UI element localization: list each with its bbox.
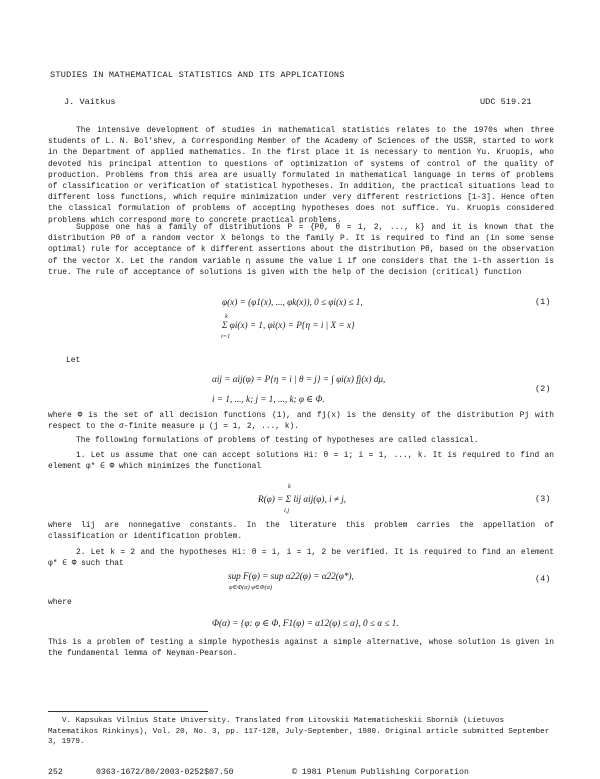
where-text: where: [48, 598, 72, 607]
paragraph-problem-2: 2. Let k = 2 and the hypotheses Hi: θ = i, i = 1, 2 be verified. It is required to find an element φ* ∈ Φ such that: [48, 548, 554, 569]
author: J. Vaitkus: [64, 97, 116, 107]
equation-3-sum-lower: i,j: [284, 507, 290, 514]
page-number: 252: [48, 768, 63, 777]
paragraph-problem-1: 1. Let us assume that one can accept solutions Hi: θ = i; i = 1, ..., k. It is required to find an element φ* ∈ Φ which minimizes the functional: [48, 451, 554, 472]
footnote-rule: [48, 711, 208, 712]
equation-1-line-1: φ(x) = (φ1(x), ..., φk(x)), 0 ≤ φi(x) ≤ 1,: [222, 297, 363, 307]
paragraph-intro: The intensive development of studies in mathematical statistics relates to the 1970s when three students of L. N. Bol'shev, a Corresponding Member of the Academy of Sciences of the USSR, started to work in the Department of applied mathematics. In the first place it is necessary to mention Yu. Kruopis, who devoted his principal attention to questions of optimization of systems of control of the quality of production. Problems from this area are usually formulated in mathematical language in terms of problems of classification or verification of statistical hypotheses. In addition, the practical situations lead to different loss functions, which require minimization under very different restrictions [1-3]. Hence often the classical formulation of problems of accepting hypotheses does not suffice. Yu. Kruopis considered problems which correspond more to concrete practical problems.: [48, 126, 554, 225]
equation-4-number: (4): [535, 574, 551, 584]
equation-3: R(φ) = Σ lij αij(φ), i ≠ j,: [258, 494, 347, 504]
equation-4: sup F(φ) = sup α22(φ) = α22(φ*),: [228, 571, 354, 581]
equation-2-line-1: αij = αij(φ) = P{η = i | θ = j} = ∫ φi(x) fj(x) dμ,: [212, 374, 386, 384]
equation-4-subscripts: φ∈Φ(α) φ∈Φ(α): [229, 584, 273, 591]
udc-code: UDC 519.21: [480, 97, 532, 107]
equation-2-number: (2): [535, 384, 551, 394]
equation-1-line-2: Σ φi(x) = 1, φi(x) = P{η = i | X = x}: [222, 320, 355, 330]
equation-1-number: (1): [535, 297, 551, 307]
paragraph-setup: Suppose one has a family of distributions P = {Pθ, θ = 1, 2, ..., k} and it is known that the distribution Pθ of a random vector X belongs to the family P. It is required to find an (in some sense optimal) rule for acceptance of k different assertions about the distribution Pθ, based on the observation of the vector X. Let the random variable η assume the value i if one considers that the i-th assertion is true. The rule of acceptance of solutions is given with the help of the decision (critical) function: [48, 223, 554, 277]
equation-3-number: (3): [535, 494, 551, 504]
journal-code: 0363-1672/80/2003-0252$07.50: [96, 768, 234, 777]
equation-3-sum-upper: k: [288, 483, 291, 490]
let-text: Let: [66, 356, 81, 365]
paragraph-classification: where lij are nonnegative constants. In the literature this problem carries the appellation of classification or identification problem.: [48, 521, 554, 542]
equation-1-sum-lower: i=1: [221, 333, 231, 340]
equation-1-sum-upper: k: [225, 313, 228, 320]
equation-5: Φ(α) = {φ: φ ∈ Φ, F1(φ) = α12(φ) ≤ α}, 0 ≤ α ≤ 1.: [212, 618, 399, 628]
equation-2-line-2: i = 1, ..., k; j = 1, ..., k; φ ∈ Φ.: [212, 394, 325, 404]
footnote: V. Kapsukas Vilnius State University. Translated from Litovskii Matematicheskii Sbornik (Lietuvos Matematikos Rinkinys), Vol. 20, No. 3, pp. 117-128, July-September, 1980. Original article submitted September 3, 1979.: [48, 717, 550, 747]
article-title: STUDIES IN MATHEMATICAL STATISTICS AND ITS APPLICATIONS: [50, 70, 345, 80]
paragraph-classical: The following formulations of problems of testing of hypotheses are called classical.: [76, 436, 479, 445]
paragraph-decision-set: where Φ is the set of all decision functions (1), and fj(x) is the density of the distribution Pj with respect to the σ-finite measure μ (j = 1, 2, ..., k).: [48, 411, 554, 432]
paragraph-neyman-pearson: This is a problem of testing a simple hypothesis against a simple alternative, whose solution is given in the fundamental lemma of Neyman-Pearson.: [48, 638, 554, 659]
copyright: © 1981 Plenum Publishing Corporation: [292, 768, 469, 777]
